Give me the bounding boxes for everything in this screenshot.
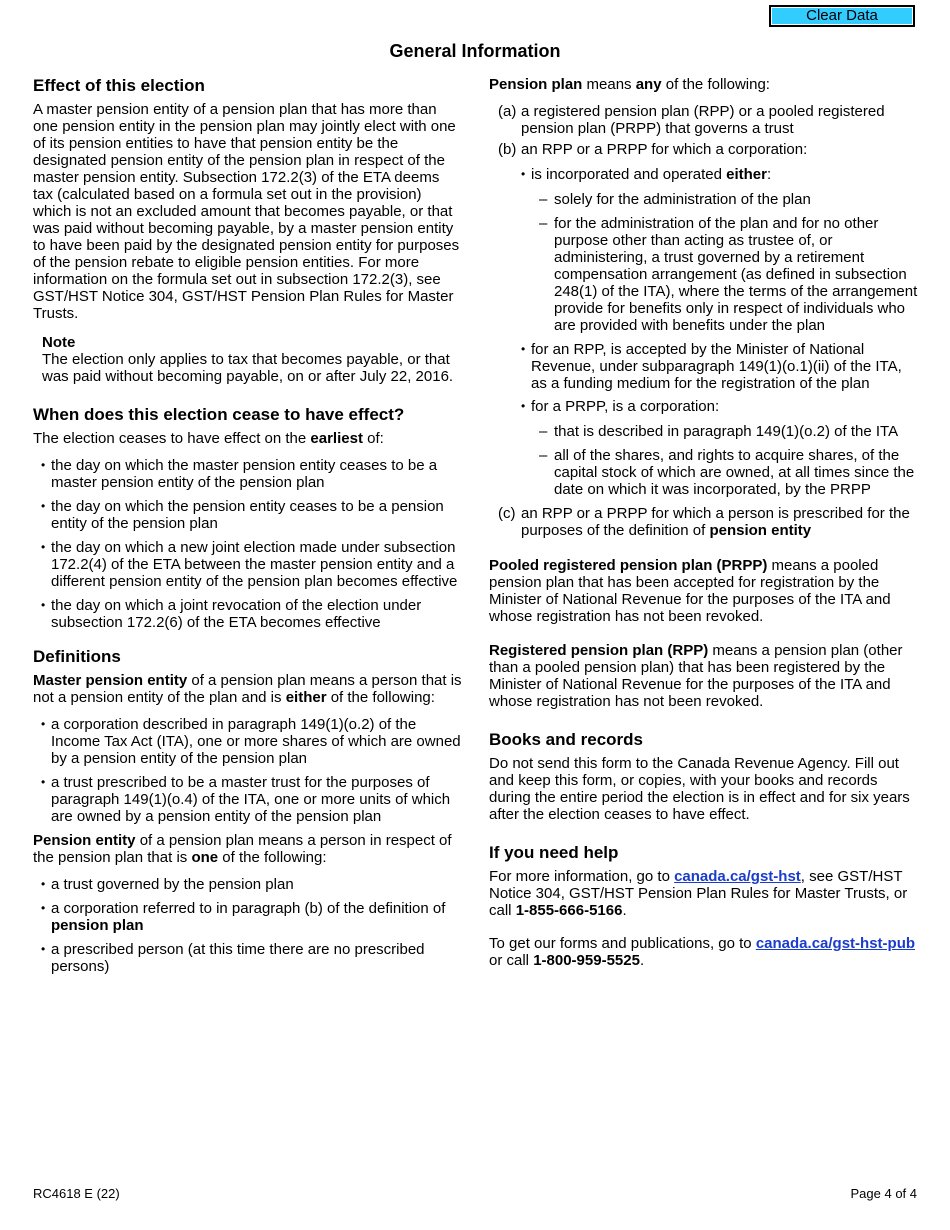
dash-list: [531, 191, 919, 334]
page-number: Page 4 of 4: [850, 1186, 917, 1201]
cease-heading: When does this election cease to have effect?: [33, 405, 405, 424]
list-item: (b) an RPP or a PRPP for which a corporation: • is incorporated and operated either: – solely for the administration of the plan – for the administration of the plan and for no other purpose other than acting as trustee of, or administering, a trust governed by a retirement compensation arrangement (as defined in subsection 248(1) of the ITA), where the terms of the arrangement provide for benefits only in respect of individuals who are provided with benefits under the plan • for an RPP, is accepted by the Minister of National Revenue, under subparagraph 149(1)(o.1)(ii) of the ITA, as a funding medium for the registration of the plan • for a PRPP, is a corporation: – that is described in paragraph 149(1)(o.2) of the ITA – all of the shares, and rights to acquire shares, of the capital stock of which are owned, at all times since the date on which it was incorporated, by the PRPP: [489, 141, 919, 498]
rpp-definition: Registered pension plan (RPP) means a pension plan (other than a pooled pension plan) that has been registered by the Minister of National Revenue for the purposes of the ITA and whose registration has not been revoked.: [489, 642, 903, 710]
form-code: RC4618 E (22): [33, 1186, 120, 1201]
gst-hst-link[interactable]: canada.ca/gst-hst: [674, 868, 801, 885]
left-column: [33, 76, 463, 982]
pension-plan-definition: Pension plan means any of the following:: [489, 76, 770, 93]
pension-plan-list: [489, 103, 919, 539]
list-item: • the day on which a joint revocation of the election under subsection 172.2(6) of the ETA becomes effective: [33, 597, 463, 631]
list-item: • the day on which the master pension entity ceases to be a master pension entity of the pension plan: [33, 457, 463, 491]
books-body: Do not send this form to the Canada Revenue Agency. Fill out and keep this form, or copies, with your books and records during the entire period the election is in effect and for six years after the election ceases to have effect.: [489, 755, 910, 823]
list-item: (c) an RPP or a PRPP for which a person is prescribed for the purposes of the definition of pension entity: [498, 505, 910, 539]
clear-data-label: Clear Data: [771, 7, 913, 25]
help-paragraph-2: To get our forms and publications, go to canada.ca/gst-hst-pub or call 1-800-959-5525.: [489, 935, 916, 969]
list-item: – all of the shares, and rights to acquire shares, of the capital stock of which are owned, at all times since the date on which it was incorporated, by the PRPP: [531, 447, 919, 498]
definitions-heading: Definitions: [33, 647, 121, 666]
list-item: • the day on which a new joint election made under subsection 172.2(4) of the ETA between the master pension entity and a different pension entity of the pension plan becomes effective: [33, 539, 463, 590]
master-entity-definition: Master pension entity of a pension plan means a person that is not a pension entity of the plan and is either of the following:: [33, 672, 462, 706]
gst-hst-pub-link[interactable]: canada.ca/gst-hst-pub: [755, 935, 916, 952]
list-item: • a trust prescribed to be a master trust for the purposes of paragraph 149(1)(o.4) of the ITA, one or more units of which are owned by a pension entity of the pension plan: [33, 774, 463, 825]
list-item: • is incorporated and operated either: – solely for the administration of the plan – for the administration of the plan and for no other purpose other than acting as trustee of, or administering, a trust governed by a retirement compensation arrangement (as defined in subsection 248(1) of the ITA), where the terms of the arrangement provide for benefits only in respect of individuals who are provided with benefits under the plan: [521, 166, 919, 334]
pension-entity-list: [33, 876, 463, 975]
list-item: – for the administration of the plan and for no other purpose other than acting as trustee of, or administering, a trust governed by a retirement compensation arrangement (as defined in subsection 248(1) of the ITA), where the terms of the arrangement provide for benefits only in respect of individuals who are provided with benefits under the plan: [531, 215, 919, 334]
effect-heading: Effect of this election: [33, 76, 205, 95]
list-item: • for a PRPP, is a corporation: – that is described in paragraph 149(1)(o.2) of the ITA – all of the shares, and rights to acquire shares, of the capital stock of which are owned, at all times since the date on which it was incorporated, by the PRPP: [521, 398, 919, 498]
list-item: • a corporation described in paragraph 149(1)(o.2) of the Income Tax Act (ITA), one or more shares of which are owned by a pension entity of the pension plan: [33, 716, 463, 767]
list-item: • a prescribed person (at this time there are no prescribed persons): [33, 941, 463, 975]
help-paragraph-1: For more information, go to canada.ca/gst-hst, see GST/HST Notice 304, GST/HST Pension Plan Rules for Master Trusts, or call 1-855-666-5166.: [489, 868, 908, 919]
page-title: General Information: [389, 41, 561, 61]
note-body: The election only applies to tax that becomes payable, or that was paid without becoming payable, on or after July 22, 2016.: [42, 351, 454, 385]
dash-list: [531, 423, 919, 498]
list-item: – solely for the administration of the plan: [531, 191, 919, 208]
effect-body: A master pension entity of a pension plan that has more than one pension entity in the pension plan may jointly elect with one of its pension entities to have that pension entity be the designated pension entity of the pension plan in respect of the master pension entity. Subsection 172.2(3) of the ETA deems tax (calculated based on a formula set out in the provision) which is not an excluded amount that becomes payable, or that was paid without becoming payable, by a master pension entity to have been paid by the designated pension entity for purposes of the pension rebate to eligible pension entities. For more information on the formula set out in subsection 172.2(3), see GST/HST Notice 304, GST/HST Pension Plan Rules for Master Trusts.: [33, 101, 460, 322]
list-item: • a trust governed by the pension plan: [33, 876, 463, 893]
list-item: • the day on which the pension entity ceases to be a pension entity of the pension plan: [33, 498, 463, 532]
right-column: [489, 76, 919, 969]
clear-data-button[interactable]: [769, 5, 915, 27]
note-title: Note: [42, 334, 76, 351]
pension-entity-definition: Pension entity of a pension plan means a person in respect of the pension plan that is one of the following:: [33, 832, 452, 866]
prpp-definition: Pooled registered pension plan (PRPP) means a pooled pension plan that has been accepted for registration by the Minister of National Revenue for the purposes of the ITA and whose registration has not been revoked.: [489, 557, 891, 625]
list-item: • for an RPP, is accepted by the Minister of National Revenue, under subparagraph 149(1)(o.1)(ii) of the ITA, as a funding medium for the registration of the plan: [521, 341, 919, 392]
list-item: • a corporation referred to in paragraph (b) of the definition of pension plan: [33, 900, 463, 934]
note-box: [42, 334, 463, 385]
books-heading: Books and records: [489, 730, 643, 749]
master-entity-list: [33, 716, 463, 825]
sub-list: [521, 166, 919, 498]
cease-list: [33, 457, 463, 631]
list-item: – that is described in paragraph 149(1)(o.2) of the ITA: [531, 423, 919, 440]
cease-intro: The election ceases to have effect on the earliest of:: [33, 430, 384, 447]
help-heading: If you need help: [489, 843, 619, 862]
list-item: (a) a registered pension plan (RPP) or a pooled registered pension plan (PRPP) that governs a trust: [498, 103, 885, 137]
